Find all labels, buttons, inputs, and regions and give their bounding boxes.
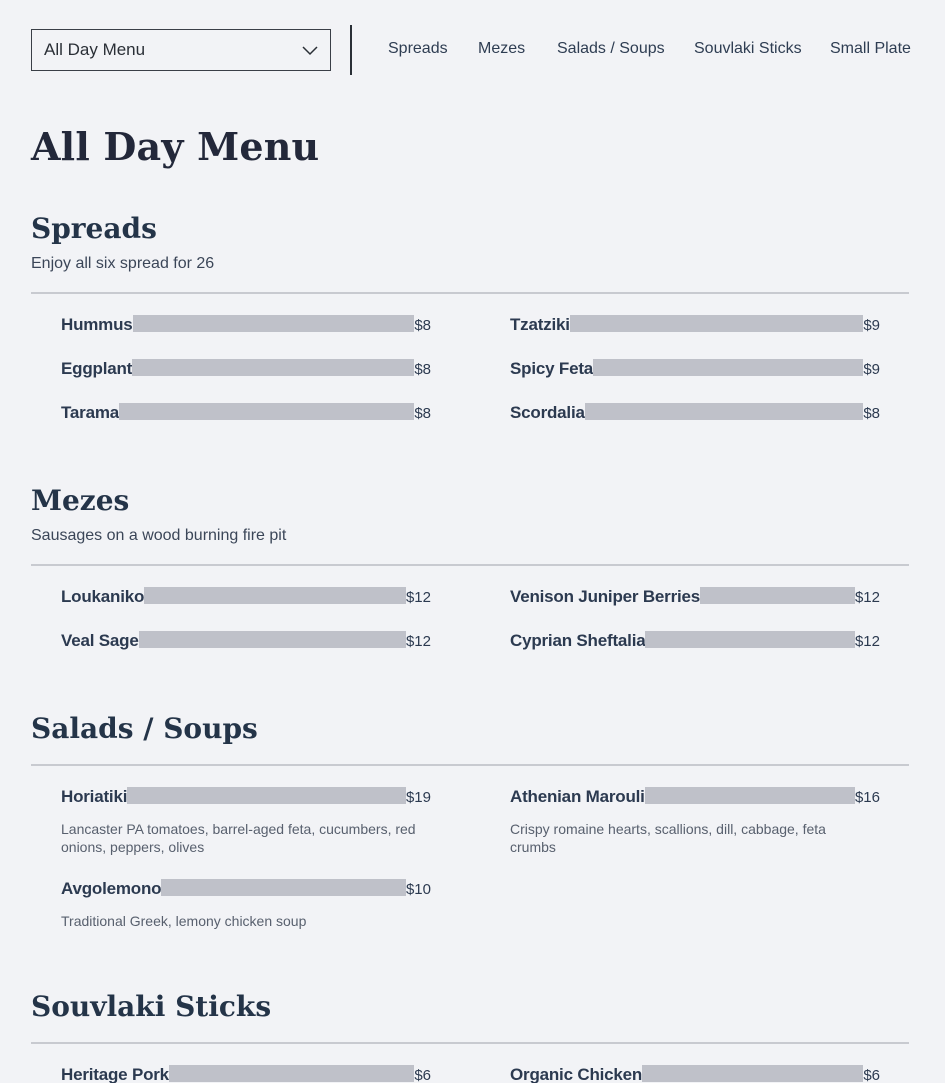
nav-link-small-plate[interactable]: Small Plate: [830, 40, 911, 57]
price-leader: [139, 631, 406, 648]
menu-item: [510, 786, 880, 808]
section-title-spreads: Spreads: [31, 212, 157, 245]
menu-item-description: Traditional Greek, lemony chicken soup: [61, 913, 307, 929]
price-leader: [169, 1065, 414, 1082]
nav-link-spreads[interactable]: Spreads: [388, 40, 448, 57]
menu-item-price: $8: [414, 316, 431, 334]
menu-item-price: $12: [405, 588, 431, 606]
menu-item-price: $6: [863, 1066, 880, 1083]
section-title-mezes: Mezes: [31, 484, 130, 517]
price-leader: [700, 587, 855, 604]
section-divider: [31, 564, 909, 566]
price-leader: [127, 787, 406, 804]
price-leader: [642, 1065, 863, 1082]
menu-item-price: $9: [863, 316, 880, 334]
menu-item: [61, 402, 431, 424]
menu-item-price: $8: [414, 360, 431, 378]
page-title: All Day Menu: [31, 124, 320, 169]
nav-link-salads-soups[interactable]: Salads / Soups: [557, 40, 665, 57]
chevron-down-icon: [302, 43, 318, 57]
menu-item: [61, 586, 431, 608]
menu-item-price: $12: [854, 588, 880, 606]
menu-item-name: Athenian Marouli: [510, 787, 645, 806]
top-navigation-bar: [0, 0, 945, 100]
price-leader: [645, 631, 854, 648]
nav-link-souvlaki-sticks[interactable]: Souvlaki Sticks: [694, 40, 802, 57]
menu-item-price: $8: [414, 404, 431, 422]
menu-item-price: $16: [854, 788, 880, 806]
menu-item: [510, 402, 880, 424]
section-title-souvlaki-sticks: Souvlaki Sticks: [31, 990, 272, 1023]
menu-item-name: Tarama: [61, 403, 120, 422]
menu-item: [61, 630, 431, 652]
menu-item: [510, 630, 880, 652]
price-leader: [133, 315, 415, 332]
section-divider: [31, 1042, 909, 1044]
menu-item-price: $9: [863, 360, 880, 378]
section-subtitle-mezes: Sausages on a wood burning fire pit: [31, 527, 287, 544]
menu-item-description: Crispy romaine hearts, scallions, dill, cabbage, feta crumbs: [510, 821, 826, 855]
price-leader: [593, 359, 863, 376]
menu-item-price: $12: [405, 632, 431, 650]
menu-item-name: Veal Sage: [61, 631, 139, 650]
price-leader: [570, 315, 864, 332]
menu-item-name: Organic Chicken: [510, 1065, 643, 1083]
price-leader: [144, 587, 406, 604]
menu-item-name: Tzatziki: [510, 315, 570, 334]
nav-link-mezes[interactable]: Mezes: [478, 40, 526, 57]
menu-item-name: Spicy Feta: [510, 359, 594, 378]
price-leader: [585, 403, 864, 420]
menu-item-price: $12: [854, 632, 880, 650]
section-divider: [31, 764, 909, 766]
section-subtitle-spreads: Enjoy all six spread for 26: [31, 255, 215, 272]
menu-item-name: Scordalia: [510, 403, 585, 422]
menu-item-description: Lancaster PA tomatoes, barrel-aged feta, cucumbers, red onions, peppers, olives: [61, 821, 416, 855]
section-divider: [31, 292, 909, 294]
menu-item-name: Eggplant: [61, 359, 133, 378]
menu-item-name: Horiatiki: [61, 787, 128, 806]
price-leader: [645, 787, 855, 804]
menu-item: [61, 786, 431, 808]
menu-item: [61, 358, 431, 380]
menu-item-name: Heritage Pork: [61, 1065, 169, 1083]
menu-item: [510, 1064, 880, 1083]
price-leader: [132, 359, 414, 376]
menu-item: [510, 314, 880, 336]
price-leader: [119, 403, 414, 420]
menu-select-value: All Day Menu: [44, 40, 146, 59]
nav-divider: [350, 25, 352, 75]
section-title-salads-soups: Salads / Soups: [31, 712, 258, 745]
menu-item-name: Venison Juniper Berries: [510, 587, 701, 606]
menu-item: [510, 358, 880, 380]
menu-item-name: Cyprian Sheftalia: [510, 631, 646, 650]
menu-item-name: Avgolemono: [61, 879, 162, 898]
menu-item: [61, 1064, 431, 1083]
menu-item-price: $8: [863, 404, 880, 422]
menu-item: [61, 314, 431, 336]
menu-item-price: $19: [405, 788, 431, 806]
menu-select-dropdown[interactable]: [31, 29, 331, 71]
menu-item: [61, 878, 431, 900]
menu-item-price: $10: [405, 880, 431, 898]
menu-item: [510, 586, 880, 608]
price-leader: [161, 879, 406, 896]
menu-item-name: Loukaniko: [61, 587, 145, 606]
menu-item-price: $6: [414, 1066, 431, 1083]
menu-item-name: Hummus: [61, 315, 133, 334]
